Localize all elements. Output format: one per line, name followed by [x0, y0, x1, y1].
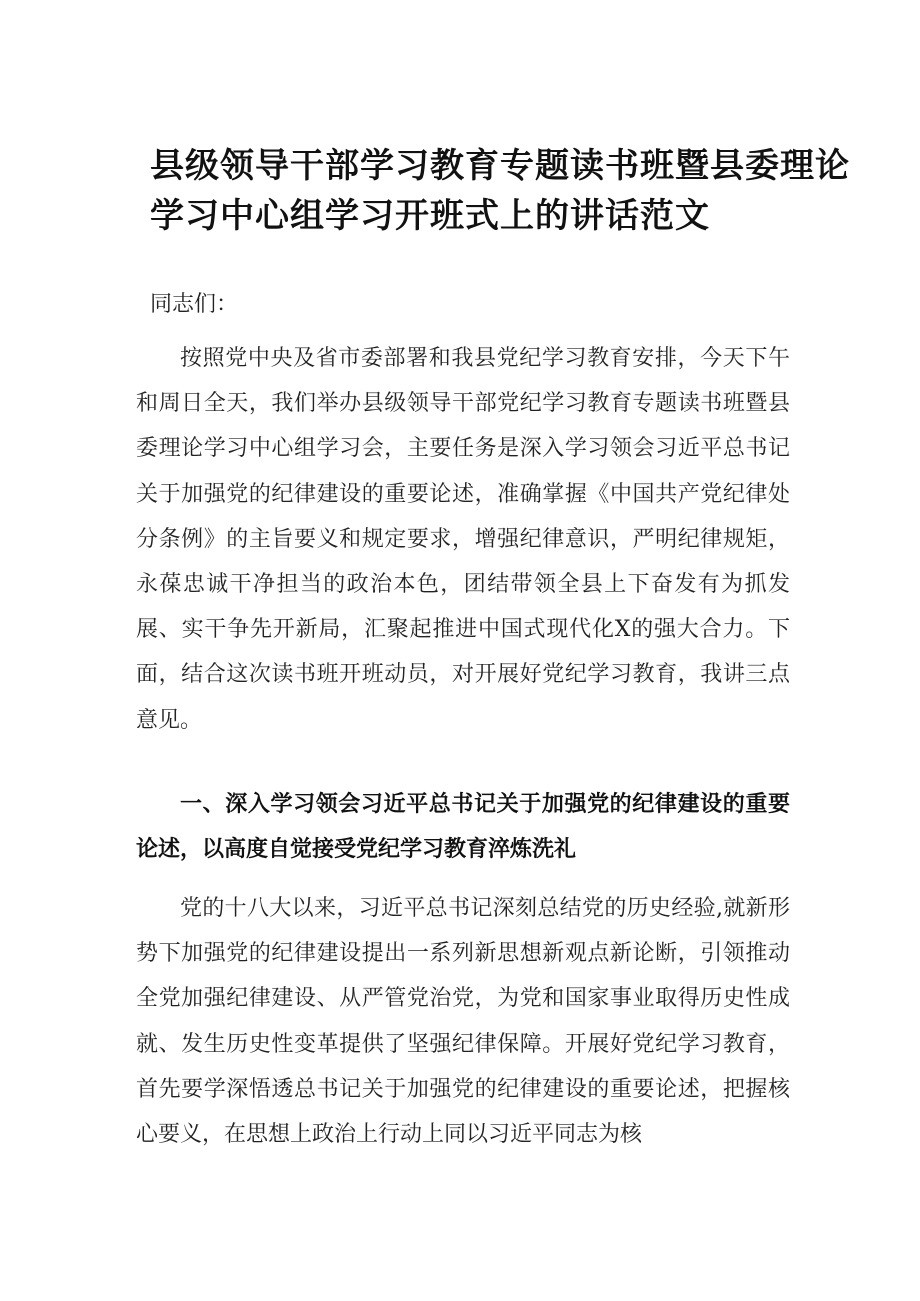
document-title-line-2: 学习中心组学习开班式上的讲话范文 [150, 196, 710, 236]
salutation: 同志们： [150, 292, 239, 317]
body-paragraph-1: 按照党中央及省市委部署和我县党纪学习教育安排，今天下午和周日全天，我们举办县级领导干部党纪学习教育专题读书班暨县委理论学习中心组学习会，主要任务是深入学习领会习近平总书记关于加强党的纪律建设的重要论述，准确掌握《中国共产党纪律处分条例》的主旨要义和规定要求，增强纪律意识，严明纪律规矩，永葆忠诚干净担当的政治本色，团结带领全县上下奋发有为抓发展、实干争先开新局，汇聚起推进中国式现代化X的强大合力。下面，结合这次读书班开班动员，对开展好党纪学习教育，我讲三点意见。 [136, 346, 790, 733]
body-paragraph-2: 党的十八大以来，习近平总书记深刻总结党的历史经验,就新形势下加强党的纪律建设提出一系列新思想新观点新论断，引领推动全党加强纪律建设、从严管党治党，为党和国家事业取得历史性成就、发生历史性变革提供了坚强纪律保障。开展好党纪学习教育，首先要学深悟透总书记关于加强党的纪律建设的重要论述，把握核心要义，在思想上政治上行动上同以习近平同志为核 [136, 896, 790, 1148]
document-title-line-1: 县级领导干部学习教育专题读书班暨县委理论 [150, 146, 850, 186]
section-heading-1: 一、深入学习领会习近平总书记关于加强党的纪律建设的重要论述，以高度自觉接受党纪学习教育淬炼洗礼 [136, 792, 790, 863]
